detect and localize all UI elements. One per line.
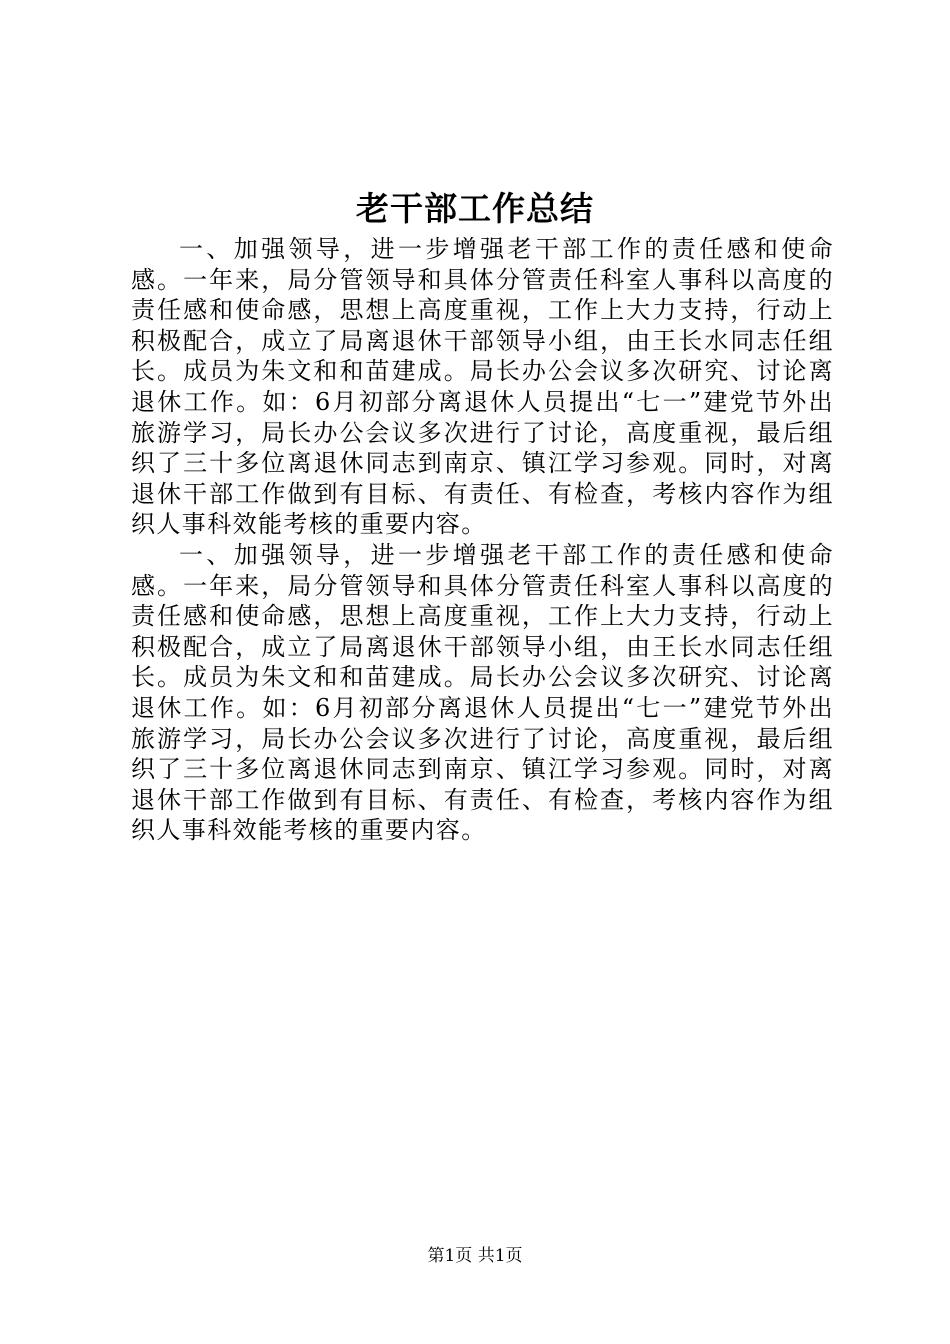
document-body bbox=[131, 234, 834, 846]
paragraph: 一、加强领导，进一步增强老干部工作的责任感和使命感。一年来，局分管领导和具体分管责任科室人事科以高度的责任感和使命感，思想上高度重视，工作上大力支持，行动上积极配合，成立了局离退休干部领导小组，由王长水同志任组长。成员为朱文和和苗建成。局长办公会议多次研究、讨论离退休工作。如：6月初部分离退休人员提出“七一”建党节外出旅游学习，局长办公会议多次进行了讨论，高度重视，最后组织了三十多位离退休同志到南京、镇江学习参观。同时，对离退休干部工作做到有目标、有责任、有检查，考核内容作为组织人事科效能考核的重要内容。 bbox=[131, 540, 834, 845]
page-number-footer: 第1页 共1页 bbox=[427, 1246, 523, 1266]
document-title: 老干部工作总结 bbox=[356, 189, 594, 228]
paragraph: 一、加强领导，进一步增强老干部工作的责任感和使命感。一年来，局分管领导和具体分管责任科室人事科以高度的责任感和使命感，思想上高度重视，工作上大力支持，行动上积极配合，成立了局离退休干部领导小组，由王长水同志任组长。成员为朱文和和苗建成。局长办公会议多次研究、讨论离退休工作。如：6月初部分离退休人员提出“七一”建党节外出旅游学习，局长办公会议多次进行了讨论，高度重视，最后组织了三十多位离退休同志到南京、镇江学习参观。同时，对离退休干部工作做到有目标、有责任、有检查，考核内容作为组织人事科效能考核的重要内容。 bbox=[131, 235, 834, 539]
